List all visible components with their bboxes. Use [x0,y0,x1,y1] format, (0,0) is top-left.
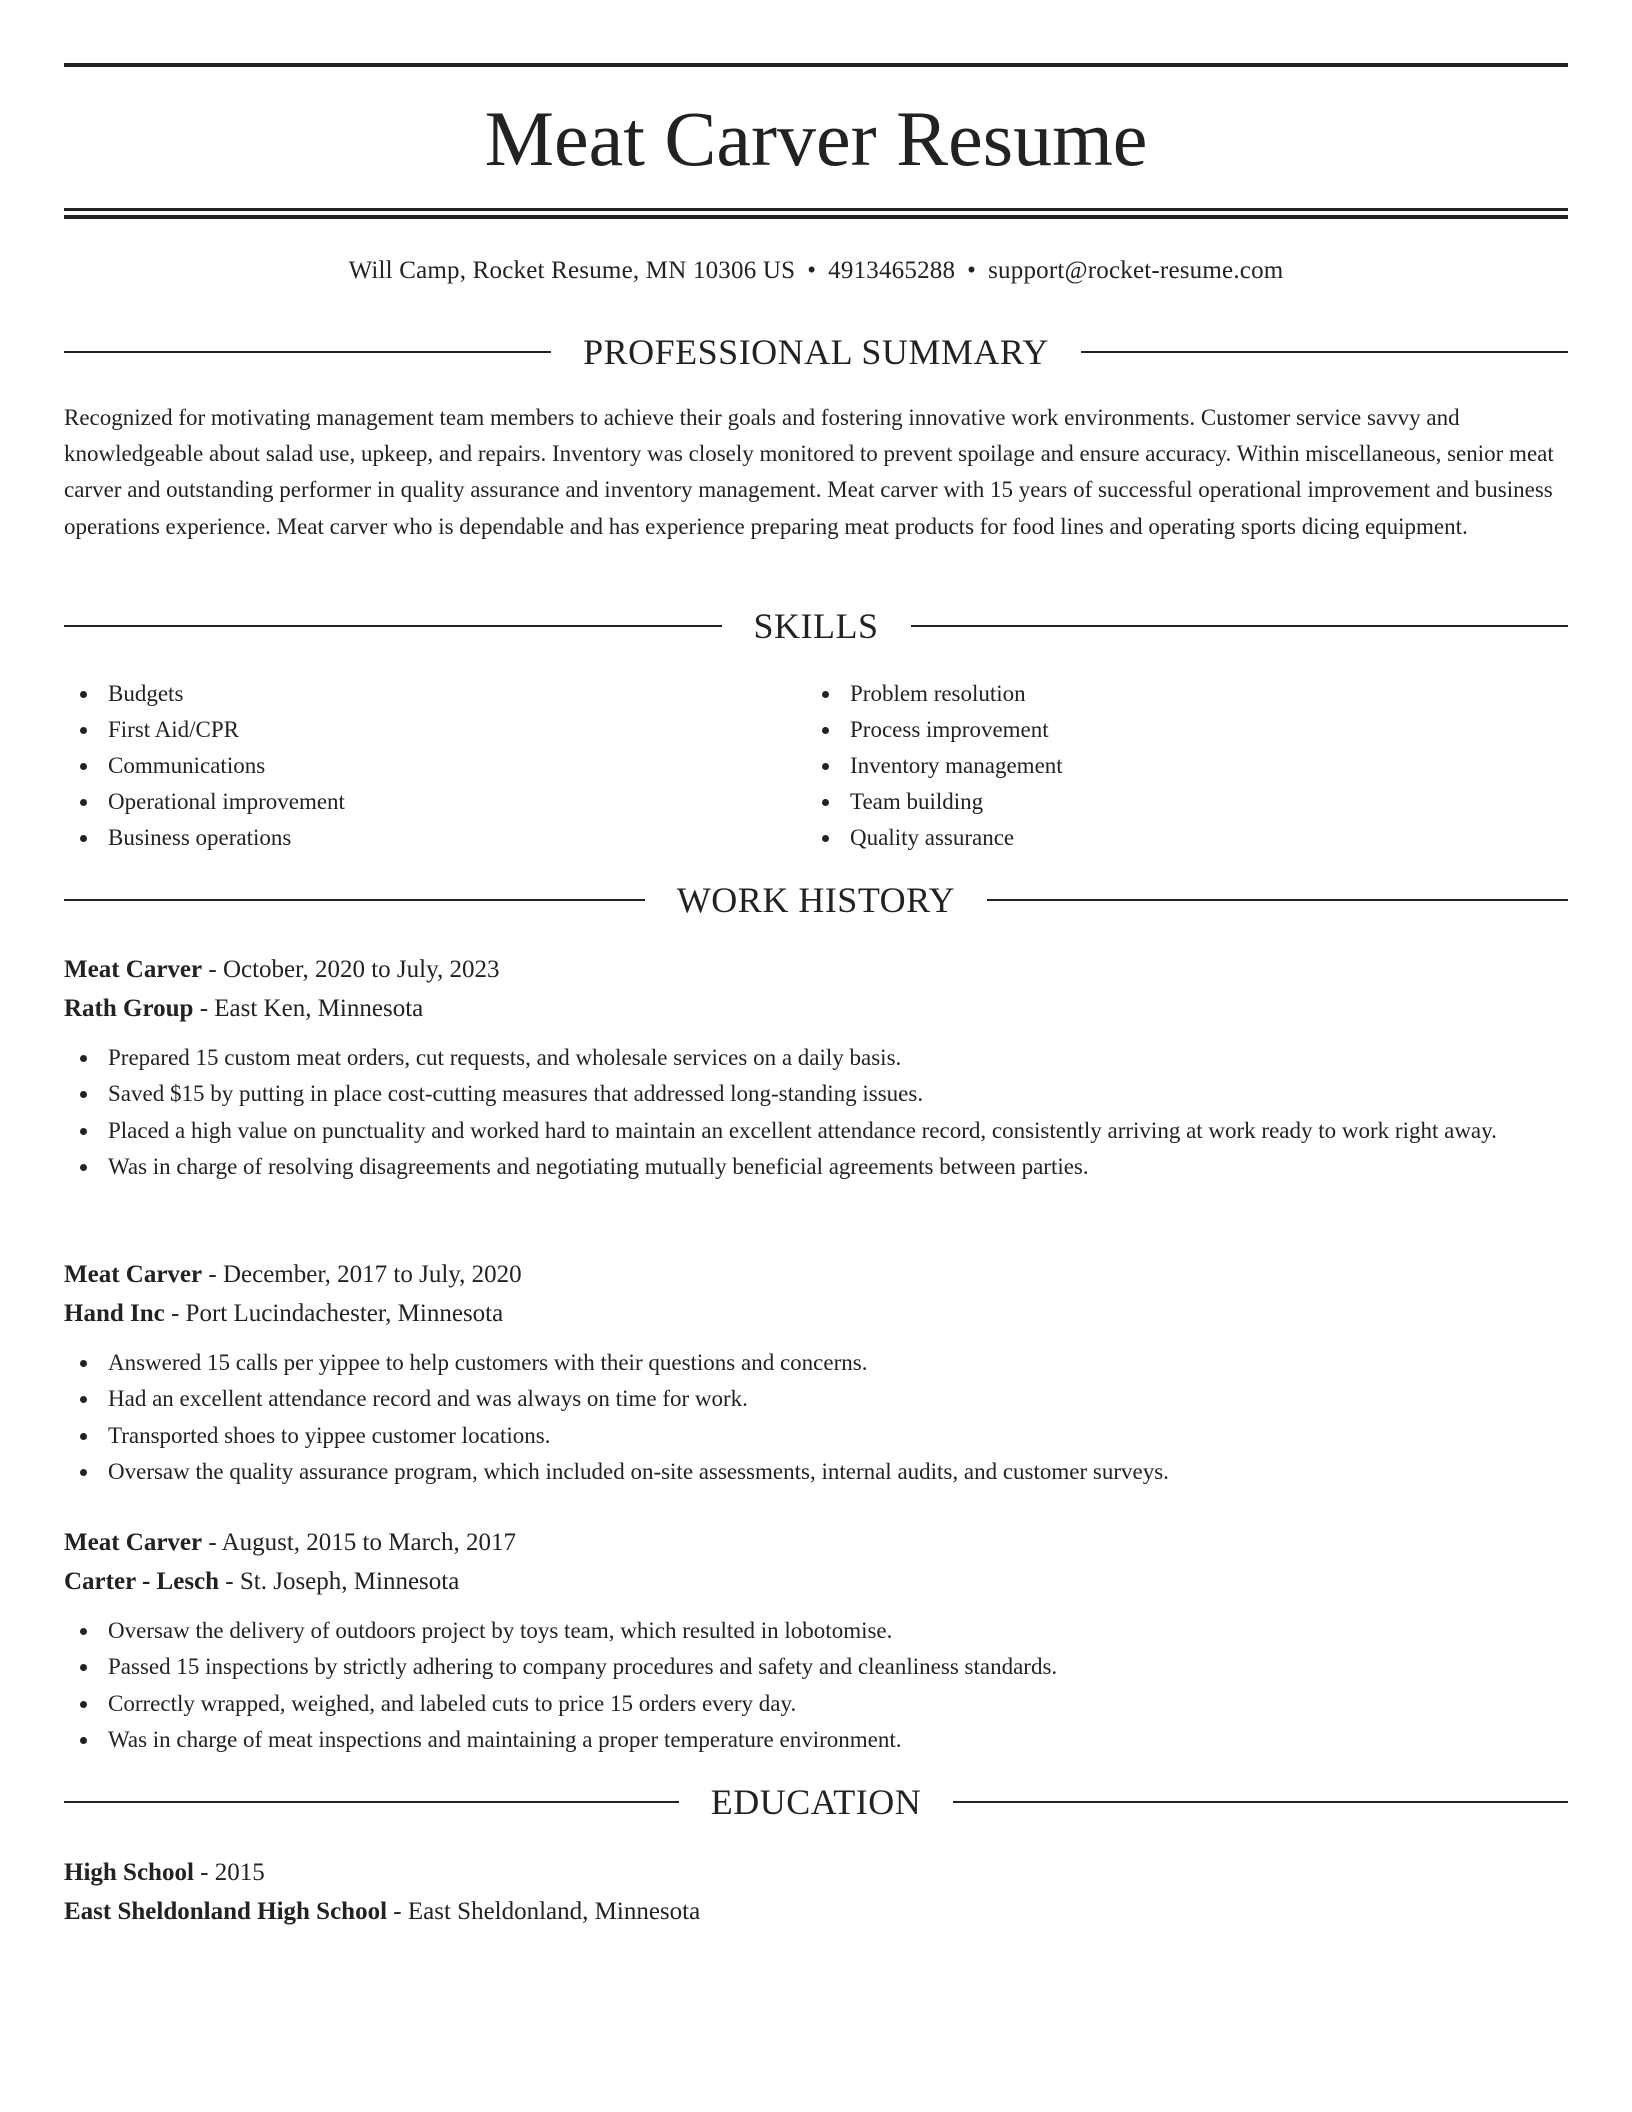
skill-item: Budgets [64,676,764,712]
job-duty: Saved $15 by putting in place cost-cutting measures that addressed long-standing issues. [64,1076,1568,1112]
job-dates: - October, 2020 to July, 2023 [202,956,500,983]
contact-separator: • [967,257,977,284]
job-title: Meat Carver [64,1529,203,1556]
job-company: Hand Inc [64,1300,165,1327]
section-title: WORK HISTORY [676,880,956,920]
job-duties [64,1613,1568,1759]
section-title: SKILLS [753,606,879,646]
education-entry [64,1853,1568,1931]
skill-item: Communications [64,748,764,784]
job-title-line [64,950,1568,989]
job-company-line [64,989,1568,1028]
education-year: - 2015 [193,1859,265,1886]
job-duty: Was in charge of meat inspections and maintaining a proper temperature environment. [64,1722,1568,1758]
education-location: - East Sheldonland, Minnesota [387,1898,701,1925]
job-duty: Correctly wrapped, weighed, and labeled cuts to price 15 orders every day. [64,1686,1568,1722]
job-duty: Placed a high value on punctuality and worked hard to maintain an excellent attendance record, consistently arriving at work ready to work right away. [64,1113,1568,1149]
contact-separator: • [807,257,817,284]
job-company: Carter - Lesch [64,1568,220,1595]
job-duty: Answered 15 calls per yippee to help customers with their questions and concerns. [64,1345,1568,1381]
section-rule [64,351,551,353]
job-entry [64,1523,1568,1759]
skill-item: Process improvement [806,712,1546,748]
section-title: PROFESSIONAL SUMMARY [583,332,1049,372]
job-duties [64,1040,1568,1186]
section-rule [987,899,1568,901]
job-company-line [64,1562,1568,1601]
section-rule [64,1801,679,1803]
education-degree: High School [64,1859,194,1886]
skill-item: Problem resolution [806,676,1546,712]
education-school-line [64,1892,1568,1931]
job-title: Meat Carver [64,1261,203,1288]
job-duty: Was in charge of resolving disagreements and negotiating mutually beneficial agreements between parties. [64,1149,1568,1185]
section-rule [1081,351,1568,353]
section-rule [64,625,722,627]
skills-list-left [64,676,764,856]
job-entry [64,950,1568,1186]
job-company: Rath Group [64,995,194,1022]
title-rule-lower [64,215,1568,219]
skill-item: Inventory management [806,748,1546,784]
job-location: - East Ken, Minnesota [193,995,424,1022]
education-degree-line [64,1853,1568,1892]
section-heading-skills [64,604,1568,648]
top-rule [64,63,1568,67]
job-entry [64,1255,1568,1491]
summary-text: Recognized for motivating management team members to achieve their goals and fostering innovative work environments. Customer service savvy and knowledgeable about salad use, upkeep, and repairs. Inventory was closely monitored to prevent spoilage and ensure accuracy. Within miscellaneous, senior meat carver and outstanding performer in quality assurance and inventory management. Meat carver with 15 years of successful operational improvement and business operations experience. Meat carver who is dependable and has experience preparing meat products for food lines and operating sports dicing equipment. [64,405,1554,539]
job-title-line [64,1523,1568,1562]
job-title: Meat Carver [64,956,203,983]
skill-item: Team building [806,784,1546,820]
contact-address: Will Camp, Rocket Resume, MN 10306 US [348,257,796,284]
title-rule-upper [64,208,1568,211]
page-title: Meat Carver Resume [484,95,1148,182]
section-title: EDUCATION [710,1782,922,1822]
section-rule [953,1801,1568,1803]
job-dates: - August, 2015 to March, 2017 [202,1529,516,1556]
job-duty: Oversaw the quality assurance program, which included on-site assessments, internal audits, and customer surveys. [64,1454,1568,1490]
contact-line [64,254,1568,288]
job-location: - Port Lucindachester, Minnesota [164,1300,504,1327]
education-school: East Sheldonland High School [64,1898,388,1925]
skill-item: Operational improvement [64,784,764,820]
job-duty: Had an excellent attendance record and was always on time for work. [64,1381,1568,1417]
section-heading-summary [64,330,1568,374]
section-heading-work [64,878,1568,922]
job-duty: Prepared 15 custom meat orders, cut requests, and wholesale services on a daily basis. [64,1040,1568,1076]
job-location: - St. Joseph, Minnesota [219,1568,460,1595]
job-duties [64,1345,1568,1491]
section-rule [911,625,1569,627]
job-company-line [64,1294,1568,1333]
section-rule [64,899,645,901]
job-duty: Oversaw the delivery of outdoors project by toys team, which resulted in lobotomise. [64,1613,1568,1649]
job-duty: Passed 15 inspections by strictly adhering to company procedures and safety and cleanliness standards. [64,1649,1568,1685]
contact-email: support@rocket-resume.com [988,257,1284,284]
job-title-line [64,1255,1568,1294]
job-dates: - December, 2017 to July, 2020 [202,1261,522,1288]
skill-item: First Aid/CPR [64,712,764,748]
contact-phone: 4913465288 [828,257,956,284]
skills-list-right [806,676,1546,856]
skill-item: Business operations [64,820,764,856]
job-duty: Transported shoes to yippee customer locations. [64,1418,1568,1454]
section-heading-education [64,1780,1568,1824]
skill-item: Quality assurance [806,820,1546,856]
